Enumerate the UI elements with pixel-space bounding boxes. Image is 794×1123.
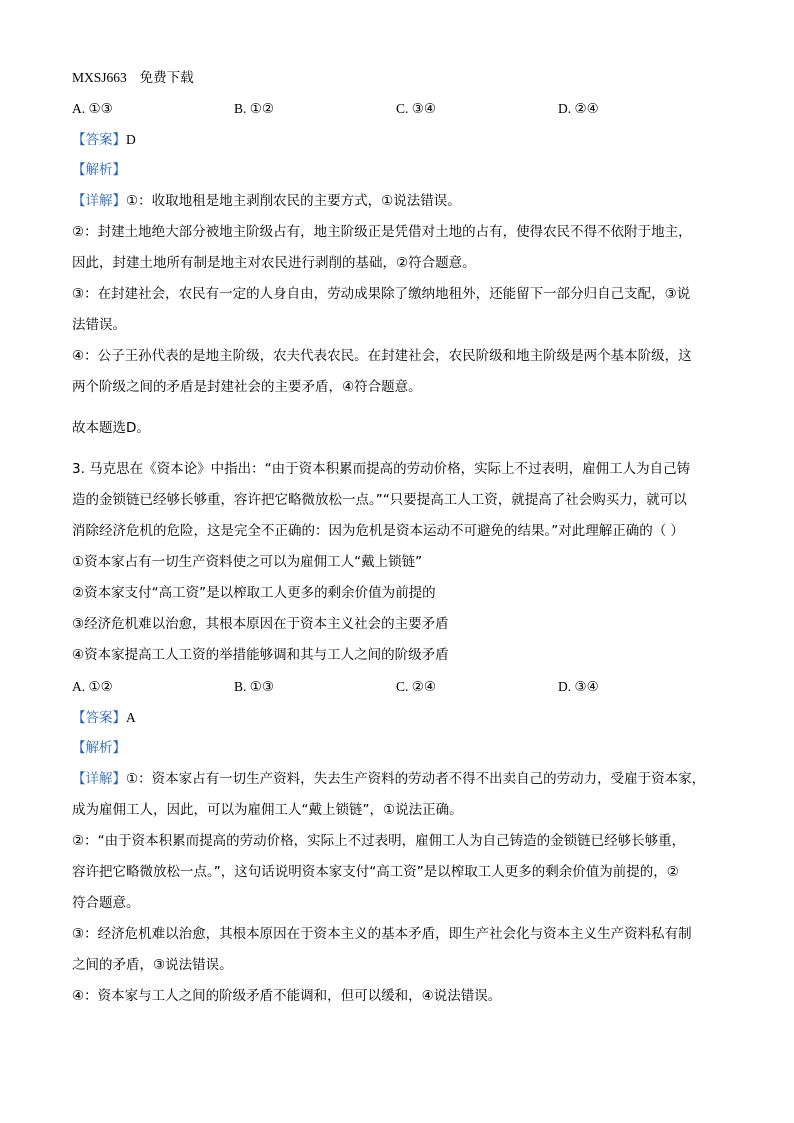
q3-detail-line-8: ④：资本家与工人之间的阶级矛盾不能调和，但可以缓和，④说法错误。 (72, 988, 502, 1004)
header-label: 免费下载 (139, 70, 194, 86)
q2-option-b: B. ①② (234, 101, 274, 117)
q3-option-a: A. ①② (72, 679, 113, 695)
q3-detail-line-1: 【详解】①：资本家占有一切生产资料，失去生产资料的劳动者不得不出卖自己的劳动力，受雇于资本家， (72, 771, 706, 787)
q2-detail-line-3: 因此，封建土地所有制是地主对农民进行剥削的基础，②符合题意。 (72, 255, 476, 271)
answer-tag: 【答案】 (72, 710, 126, 726)
q2-option-a: A. ①③ (72, 101, 113, 117)
q3-detail-line-7: 之间的矛盾，③说法错误。 (72, 957, 233, 973)
detail-tag: 【详解】 (72, 193, 126, 209)
q3-option-c: C. ②④ (396, 679, 436, 695)
q3-analysis-heading (72, 733, 732, 764)
q3-answer (72, 702, 732, 733)
q2-detail-line-2: ②：封建土地绝大部分被地主阶级占有，地主阶级正是凭借对土地的占有，使得农民不得不依附于地主， (72, 224, 692, 240)
header-code: MXSJ663 (72, 70, 127, 85)
q3-detail-line-2: 成为雇佣工人，因此，可以为雇佣工人“戴上锁链”，①说法正确。 (72, 802, 463, 818)
analysis-tag: 【解析】 (72, 162, 126, 178)
q3-detail-line-5: 符合题意。 (72, 895, 140, 911)
q2-detail-line-6: ④：公子王孙代表的是地主阶级，农夫代表农民。在封建社会，农民阶级和地主阶级是两个基本阶级，这 (72, 348, 692, 364)
answer-tag: 【答案】 (72, 132, 126, 148)
q3-detail-line-3: ②：“由于资本积累而提高的劳动价格，实际上不过表明，雇佣工人为自己铸造的金锁链已经够长够重， (72, 833, 686, 849)
q3-detail-line-6: ③：经济危机难以治愈，其根本原因在于资本主义的基本矛盾，即生产社会化与资本主义生产资料私有制 (72, 926, 692, 942)
q3-statement-1: ①资本家占有一切生产资料使之可以为雇佣工人“戴上锁链” (72, 554, 423, 570)
q2-option-c: C. ③④ (396, 101, 436, 117)
q2-detail-line-1: 【详解】①：收取地租是地主剥削农民的主要方式，①说法错误。 (72, 193, 461, 209)
q2-answer (72, 124, 732, 155)
q3-stem-line-2: 造的金锁链已经够长够重，容许把它略微放松一点。”“只要提高工人工资，就提高了社会购买力，就可以 (72, 492, 687, 508)
answer-value: D (126, 132, 136, 147)
q3-options (72, 671, 732, 702)
q2-detail-line-7: 两个阶级之间的矛盾是封建社会的主要矛盾，④符合题意。 (72, 379, 422, 395)
q2-option-d: D. ②④ (558, 101, 599, 117)
q3-statement-2: ②资本家支付“高工资”是以榨取工人更多的剩余价值为前提的 (72, 585, 436, 601)
detail-tag: 【详解】 (72, 771, 126, 787)
analysis-tag: 【解析】 (72, 740, 126, 756)
q2-detail-line-5: 法错误。 (72, 317, 126, 333)
q3-statement-3: ③经济危机难以治愈，其根本原因在于资本主义社会的主要矛盾 (72, 616, 449, 632)
answer-value: A (126, 710, 136, 725)
document-page (72, 62, 732, 1012)
q2-conclusion: 故本题选D。 (72, 420, 150, 436)
q3-option-b: B. ①③ (234, 679, 274, 695)
q3-detail-line-4: 容许把它略微放松一点。”，这句话说明资本家支付“高工资”是以榨取工人更多的剩余价值为前提的，② (72, 864, 679, 880)
q3-stem-line-1: 3. 马克思在《资本论》中指出：“由于资本积累而提高的劳动价格，实际上不过表明，雇佣工人为自己铸 (72, 461, 691, 477)
q2-analysis-heading (72, 155, 732, 186)
q3-statement-4: ④资本家提高工人工资的举措能够调和其与工人之间的阶级矛盾 (72, 647, 449, 663)
q2-options (72, 93, 732, 124)
q3-option-d: D. ③④ (558, 679, 599, 695)
q3-stem-line-3: 消除经济危机的危险，这是完全不正确的：因为危机是资本运动不可避免的结果。”对此理解正确的（ ） (72, 523, 685, 539)
page-header (72, 62, 732, 93)
q2-detail-line-4: ③：在封建社会，农民有一定的人身自由，劳动成果除了缴纳地租外，还能留下一部分归自己支配，③说 (72, 286, 691, 302)
